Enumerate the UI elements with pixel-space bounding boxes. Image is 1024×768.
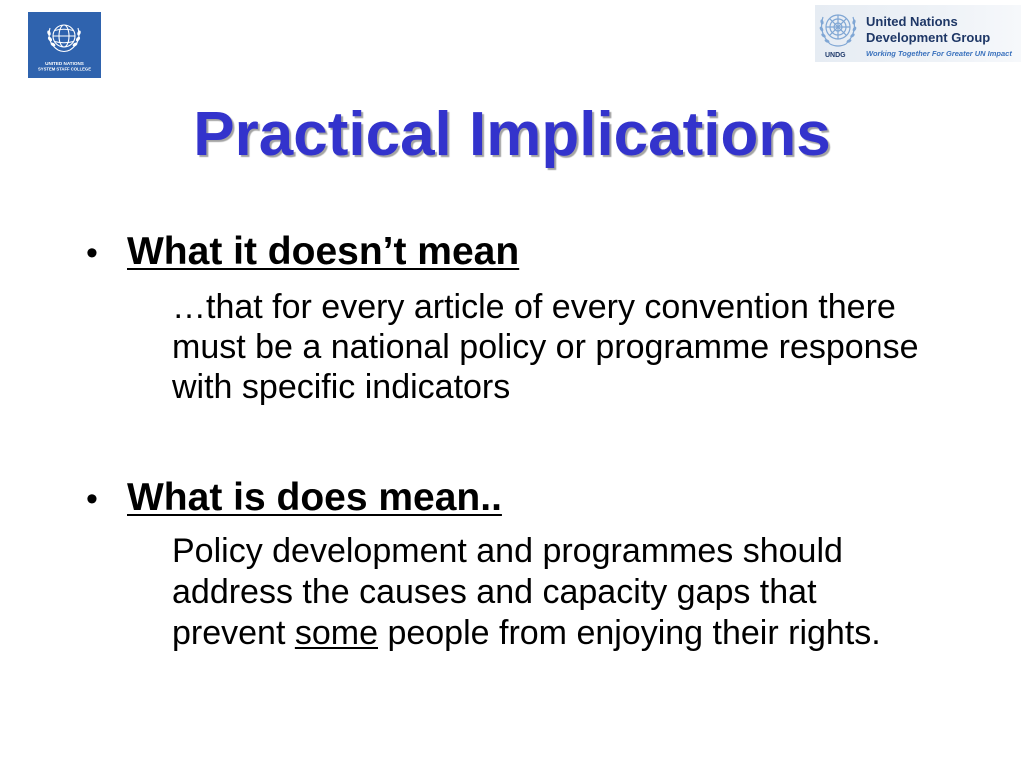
- bullet-item: [86, 478, 502, 525]
- bullet-heading: What it doesn’t mean: [127, 230, 520, 273]
- body-line: …that for every article of every convention there: [172, 288, 896, 326]
- body-text: prevent: [172, 614, 295, 652]
- bullet-marker: •: [86, 480, 98, 518]
- logo-left-line2: SYSTEM STAFF COLLEGE: [38, 66, 91, 72]
- bullet-body: [172, 287, 919, 407]
- undg-name-line2: Development Group: [866, 30, 991, 45]
- bullet-heading: What is does mean..: [127, 476, 502, 519]
- undg-name-line1: United Nations: [866, 14, 958, 29]
- body-line: with specific indicators: [172, 368, 511, 406]
- undg-tagline: Working Together For Greater UN Impact: [866, 49, 1012, 58]
- undg-logo: [815, 5, 1021, 62]
- body-line: Policy development and programmes should: [172, 532, 843, 570]
- logo-left-line1: UNITED NATIONS: [45, 61, 84, 66]
- slide-title: Practical Implications: [193, 100, 831, 169]
- body-line-with-emphasis: [172, 613, 881, 654]
- un-system-staff-college-logo: [28, 12, 101, 78]
- body-line: must be a national policy or programme response: [172, 328, 919, 366]
- bullet-item: [86, 232, 519, 279]
- body-text: people from enjoying their rights.: [378, 614, 881, 652]
- bullet-marker: •: [86, 234, 98, 272]
- un-emblem-icon: [817, 8, 859, 52]
- un-system-staff-college-emblem-icon: [28, 12, 101, 78]
- emphasized-word: some: [294, 614, 378, 652]
- undg-emblem-label: UNDG: [825, 52, 846, 59]
- bullet-body: [172, 531, 881, 654]
- body-line: address the causes and capacity gaps that: [172, 573, 817, 611]
